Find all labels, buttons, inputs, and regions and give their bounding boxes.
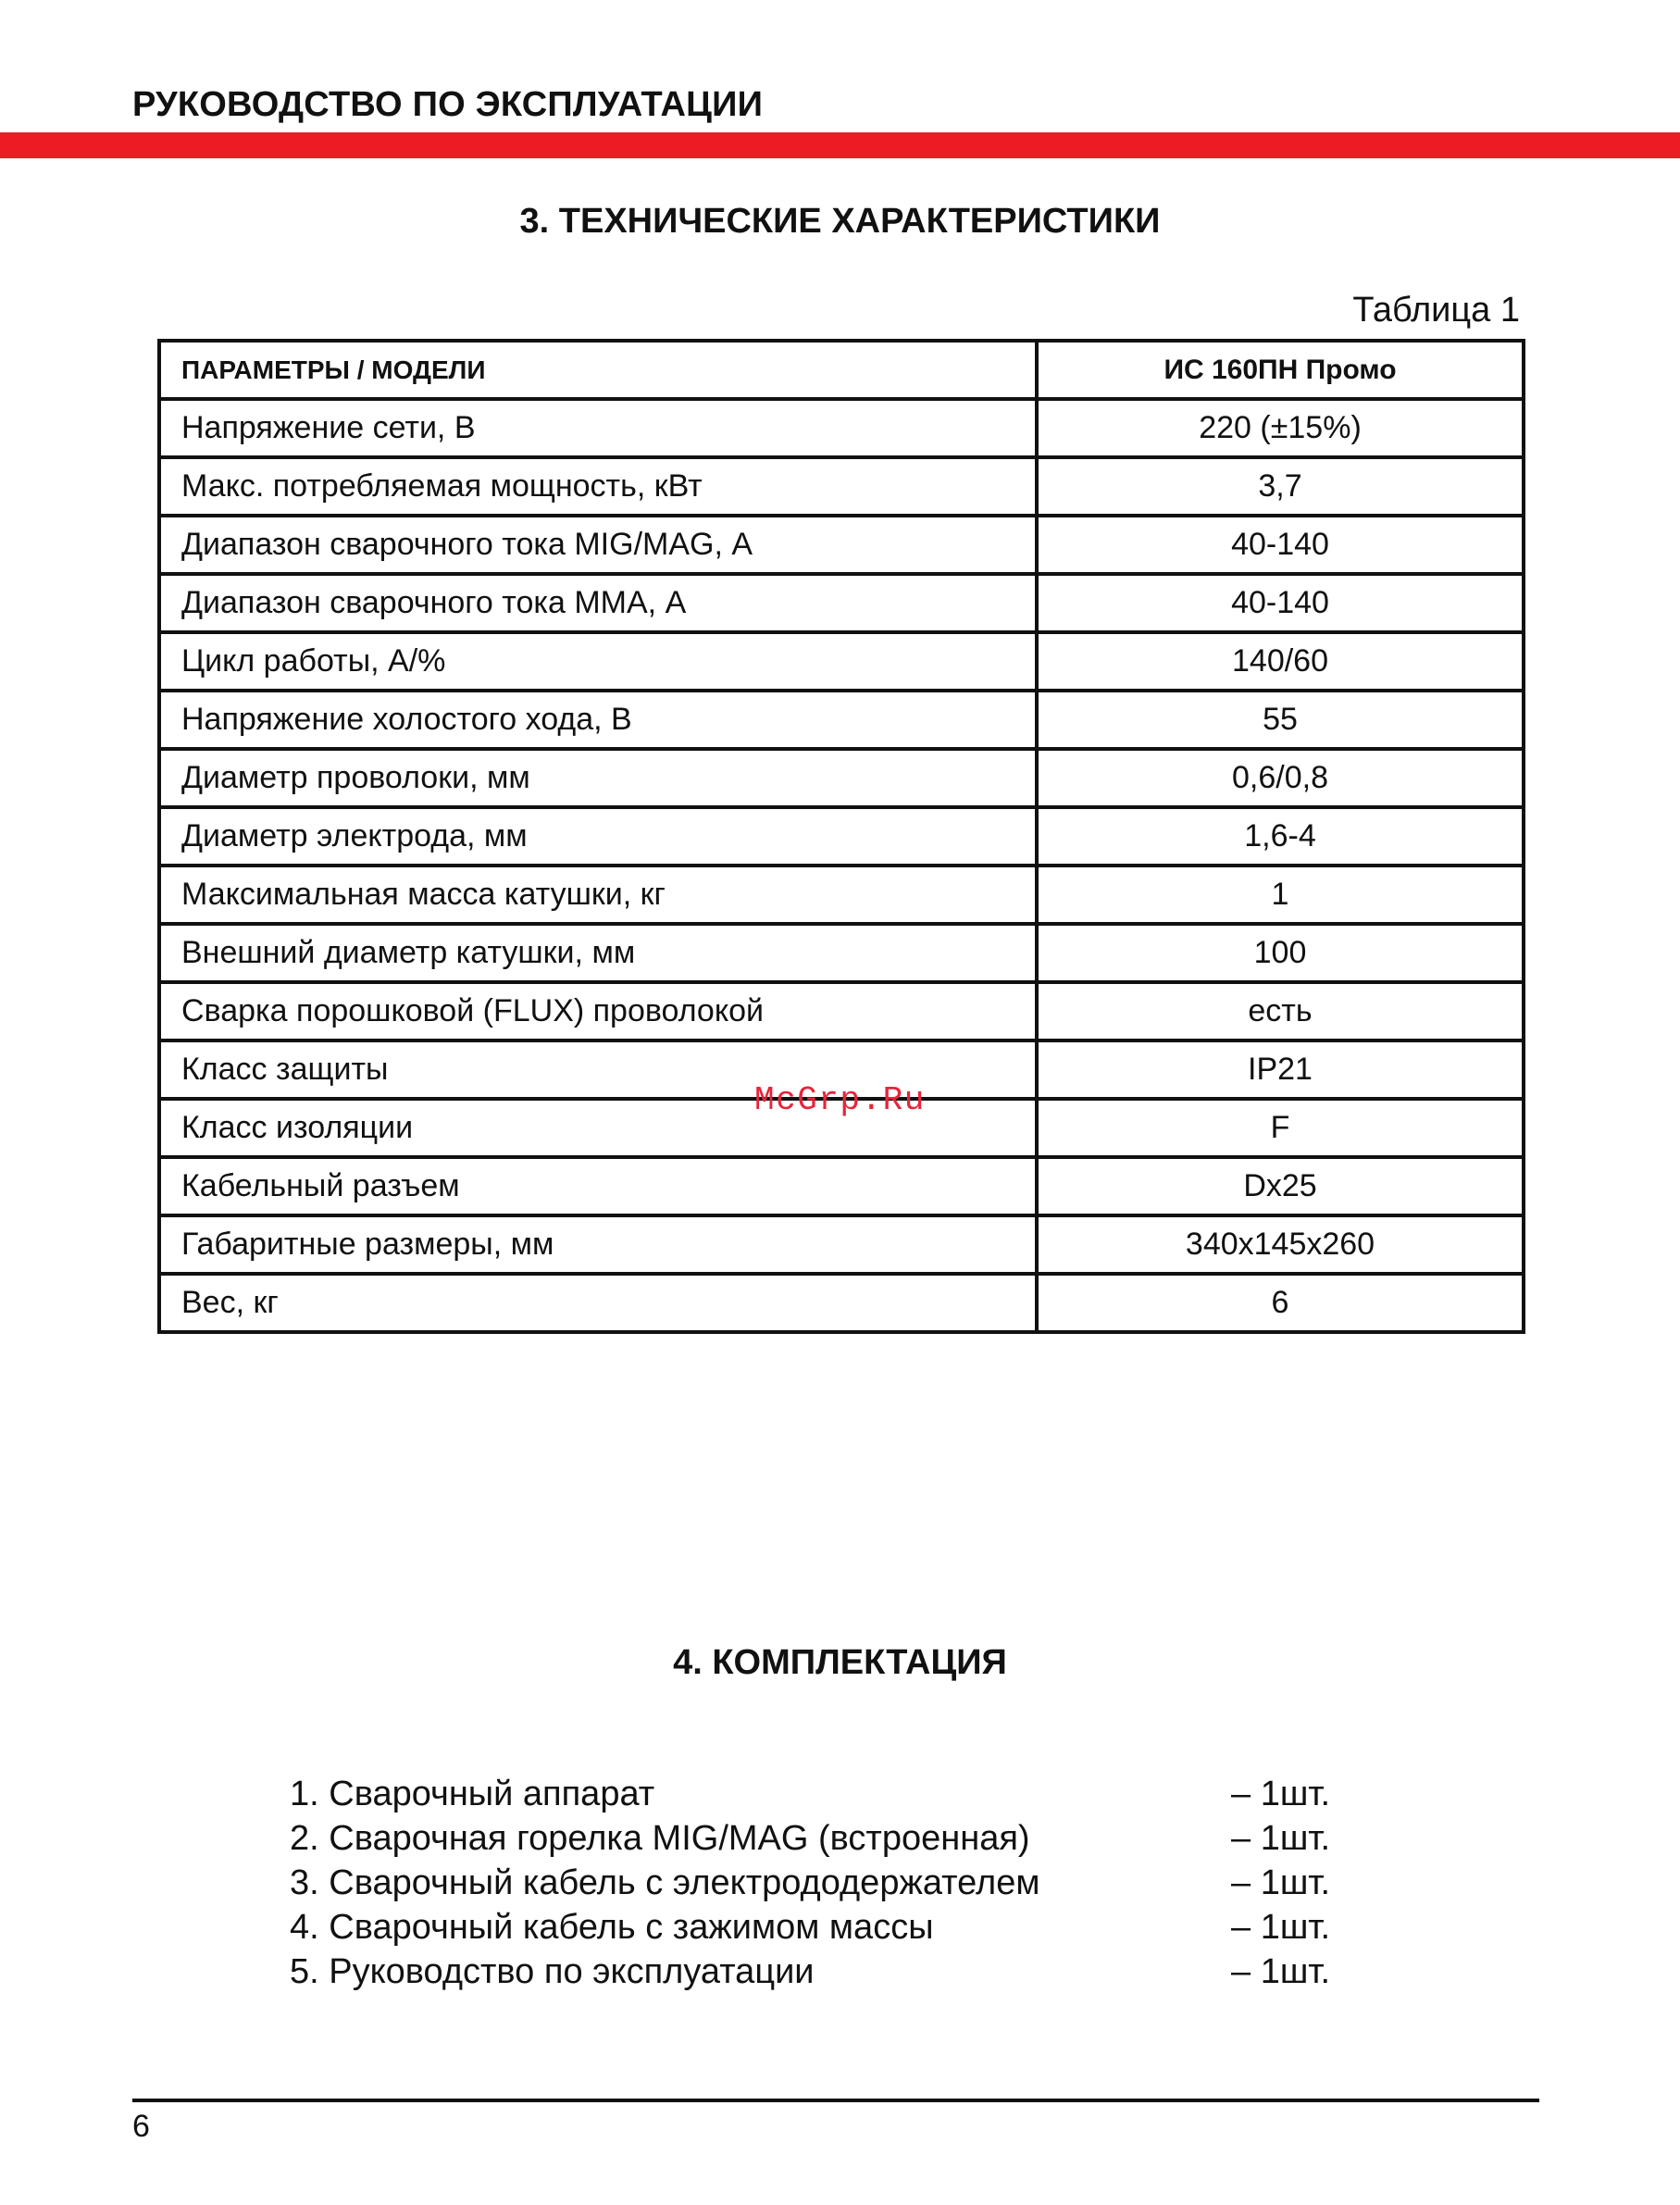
kit-item-label: 1. Сварочный аппарат <box>290 1775 655 1813</box>
value-cell: 40-140 <box>1037 516 1524 574</box>
table-row <box>159 574 1524 632</box>
param-cell: Сварка порошковой (FLUX) проволокой <box>159 982 1037 1040</box>
param-cell: Диапазон сварочного тока MIG/MAG, А <box>159 516 1037 574</box>
kit-item-qty: – 1шт. <box>1231 1908 1331 1947</box>
table-caption: Таблица 1 <box>1352 291 1520 330</box>
table-row <box>159 924 1524 982</box>
kit-item-qty: – 1шт. <box>1231 1775 1331 1813</box>
value-cell: 220 (±15%) <box>1037 399 1524 457</box>
value-cell: Dx25 <box>1037 1157 1524 1215</box>
value-cell: 55 <box>1037 691 1524 749</box>
param-cell: Класс изоляции <box>159 1099 1037 1157</box>
section-4-title: 4. КОМПЛЕКТАЦИЯ <box>673 1643 1007 1682</box>
value-cell: 140/60 <box>1037 632 1524 691</box>
value-cell: 40-140 <box>1037 574 1524 632</box>
kit-item-qty: – 1шт. <box>1231 1952 1331 1991</box>
param-cell: Кабельный разъем <box>159 1157 1037 1215</box>
table-row <box>159 1157 1524 1215</box>
table-header-row <box>159 341 1524 399</box>
kit-item-qty: – 1шт. <box>1231 1819 1331 1858</box>
kit-item-label: 4. Сварочный кабель с зажимом массы <box>290 1908 934 1947</box>
list-item <box>290 1950 1336 1994</box>
page-number: 6 <box>132 2109 150 2144</box>
watermark-text: McGrp.Ru <box>754 1081 926 1119</box>
list-item <box>290 1816 1336 1861</box>
value-cell: 0,6/0,8 <box>1037 749 1524 807</box>
param-cell: Диаметр проволоки, мм <box>159 749 1037 807</box>
param-cell: Диаметр электрода, мм <box>159 807 1037 866</box>
value-cell: 100 <box>1037 924 1524 982</box>
table-row <box>159 749 1524 807</box>
param-cell: Максимальная масса катушки, кг <box>159 866 1037 924</box>
list-item <box>290 1772 1336 1816</box>
manual-header-title: РУКОВОДСТВО ПО ЭКСПЛУАТАЦИИ <box>132 85 764 124</box>
table-row <box>159 691 1524 749</box>
footer-divider <box>132 2099 1539 2102</box>
value-cell: есть <box>1037 982 1524 1040</box>
kit-item-label: 3. Сварочный кабель с электрододержателем <box>290 1863 1040 1902</box>
param-cell: Габаритные размеры, мм <box>159 1215 1037 1274</box>
table-row <box>159 807 1524 866</box>
param-cell: Внешний диаметр катушки, мм <box>159 924 1037 982</box>
value-cell: 3,7 <box>1037 457 1524 516</box>
header-param-cell: ПАРАМЕТРЫ / МОДЕЛИ <box>159 341 1037 399</box>
kit-item-qty: – 1шт. <box>1231 1863 1331 1902</box>
value-cell: F <box>1037 1099 1524 1157</box>
value-cell: 340x145x260 <box>1037 1215 1524 1274</box>
value-cell: 6 <box>1037 1274 1524 1332</box>
kit-item-label: 5. Руководство по эксплуатации <box>290 1952 815 1991</box>
table-row <box>159 457 1524 516</box>
table-row <box>159 982 1524 1040</box>
table-row <box>159 399 1524 457</box>
table-row <box>159 516 1524 574</box>
list-item <box>290 1861 1336 1905</box>
header-red-bar <box>0 132 1680 158</box>
param-cell: Класс защиты <box>159 1040 1037 1099</box>
table-row <box>159 632 1524 691</box>
table-row <box>159 866 1524 924</box>
param-cell: Диапазон сварочного тока ММА, А <box>159 574 1037 632</box>
param-cell: Макс. потребляемая мощность, кВт <box>159 457 1037 516</box>
kit-item-label: 2. Сварочная горелка MIG/MAG (встроенная) <box>290 1819 1030 1858</box>
param-cell: Напряжение сети, В <box>159 399 1037 457</box>
value-cell: IP21 <box>1037 1040 1524 1099</box>
list-item <box>290 1905 1336 1950</box>
spec-table <box>157 339 1525 1334</box>
param-cell: Вес, кг <box>159 1274 1037 1332</box>
param-cell: Цикл работы, А/% <box>159 632 1037 691</box>
param-cell: Напряжение холостого хода, В <box>159 691 1037 749</box>
table-row <box>159 1215 1524 1274</box>
section-3-title: 3. ТЕХНИЧЕСКИЕ ХАРАКТЕРИСТИКИ <box>519 202 1161 241</box>
value-cell: 1,6-4 <box>1037 807 1524 866</box>
value-cell: 1 <box>1037 866 1524 924</box>
kit-list <box>290 1772 1336 1994</box>
header-model-cell: ИС 160ПН Промо <box>1037 341 1524 399</box>
table-row <box>159 1274 1524 1332</box>
